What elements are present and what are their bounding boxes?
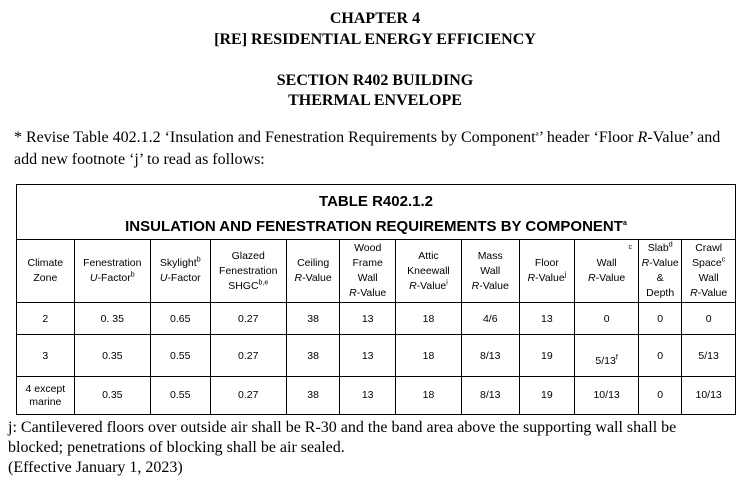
intro-text-c: -Value’ and add new footnote ‘j’ to read as follows: bbox=[14, 129, 721, 168]
cell-floor: 13 bbox=[519, 303, 575, 335]
col-basement-wall: c Wall R-Value bbox=[575, 240, 639, 303]
cell-slab: 0 bbox=[639, 335, 682, 377]
col-attic-kneewall: Attic Kneewall R-Value$^i$ bbox=[396, 240, 462, 303]
col-fenestration-u-factor: Fenestration U-Factor$^b$ bbox=[74, 240, 150, 303]
table-title: INSULATION AND FENESTRATION REQUIREMENTS BY COMPONENT$^a$ bbox=[17, 213, 736, 240]
cell-zone: 2 bbox=[17, 303, 75, 335]
col-crawl-space-wall: Crawl Space$^c$ Wall R-Value bbox=[682, 240, 736, 303]
chapter-title: [RE] RESIDENTIAL ENERGY EFFICIENCY bbox=[214, 31, 536, 48]
cell-ceiling: 38 bbox=[286, 335, 340, 377]
col-glazed-shgc: Glazed Fenestration SHGC$^{b,e}$ bbox=[210, 240, 286, 303]
cell-floor: 19 bbox=[519, 377, 575, 415]
intro-text-b: ’ header ‘Floor bbox=[538, 129, 638, 146]
cell-shgc: 0.27 bbox=[210, 335, 286, 377]
revision-instruction bbox=[14, 127, 736, 171]
cell-wood-frame: 13 bbox=[340, 335, 396, 377]
cell-shgc: 0.27 bbox=[210, 377, 286, 415]
cell-ceiling: 38 bbox=[286, 303, 340, 335]
cell-crawl-space: 5/13 bbox=[682, 335, 736, 377]
cell-mass: 8/13 bbox=[461, 377, 519, 415]
cell-skylight: 0.55 bbox=[150, 335, 210, 377]
table-row bbox=[17, 335, 736, 377]
cell-attic: 18 bbox=[396, 377, 462, 415]
cell-floor: 19 bbox=[519, 335, 575, 377]
cell-fenestration: 0.35 bbox=[74, 377, 150, 415]
intro-italic-r: R bbox=[637, 129, 648, 146]
cell-slab: 0 bbox=[639, 377, 682, 415]
cell-zone: 4 except marine bbox=[17, 377, 75, 415]
col-mass-wall: Mass Wall R-Value bbox=[461, 240, 519, 303]
table-number: TABLE R402.1.2 bbox=[17, 185, 736, 214]
cell-attic: 18 bbox=[396, 335, 462, 377]
cell-crawl-space: 10/13 bbox=[682, 377, 736, 415]
cell-shgc: 0.27 bbox=[210, 303, 286, 335]
col-wood-frame-wall: Wood Frame Wall R-Value bbox=[340, 240, 396, 303]
cell-basement-wall: 0 bbox=[575, 303, 639, 335]
footnote-block bbox=[8, 418, 744, 478]
cell-fenestration: 0.35 bbox=[74, 335, 150, 377]
col-floor-r-value: Floor R-Value$^j$ bbox=[519, 240, 575, 303]
intro-sup: a bbox=[535, 129, 539, 138]
cell-zone: 3 bbox=[17, 335, 75, 377]
footnote-j-line1: j: Cantilevered floors over outside air shall be R-30 and the band area above the supporting wall shall be bbox=[8, 419, 677, 436]
table-row bbox=[17, 377, 736, 415]
effective-date: (Effective January 1, 2023) bbox=[8, 459, 183, 476]
cell-basement-wall: 10/13 bbox=[575, 377, 639, 415]
col-ceiling-r-value: Ceiling R-Value bbox=[286, 240, 340, 303]
table-row bbox=[17, 303, 736, 335]
intro-text-a: * Revise Table 402.1.2 ‘Insulation and Fenestration Requirements by Component bbox=[14, 129, 536, 146]
col-skylight-u-factor: Skylight$^b$ U-Factor bbox=[150, 240, 210, 303]
section-heading-line1: SECTION R402 BUILDING bbox=[276, 72, 474, 89]
cell-wood-frame: 13 bbox=[340, 377, 396, 415]
col-climate-zone: Climate Zone bbox=[17, 240, 75, 303]
cell-wood-frame: 13 bbox=[340, 303, 396, 335]
cell-ceiling: 38 bbox=[286, 377, 340, 415]
cell-skylight: 0.55 bbox=[150, 377, 210, 415]
insulation-requirements-table bbox=[16, 184, 736, 415]
footnote-j-line2: blocked; penetrations of blocking shall be air sealed. bbox=[8, 439, 345, 456]
cell-slab: 0 bbox=[639, 303, 682, 335]
cell-attic: 18 bbox=[396, 303, 462, 335]
cell-mass: 4/6 bbox=[461, 303, 519, 335]
cell-basement-wall: 5/13$^f$ bbox=[575, 335, 639, 377]
cell-skylight: 0.65 bbox=[150, 303, 210, 335]
col-slab-r-value-depth: Slab$^d$ R-Value & Depth bbox=[639, 240, 682, 303]
cell-mass: 8/13 bbox=[461, 335, 519, 377]
cell-fenestration: 0. 35 bbox=[74, 303, 150, 335]
chapter-heading: CHAPTER 4 bbox=[329, 10, 421, 27]
cell-crawl-space: 0 bbox=[682, 303, 736, 335]
section-heading-line2: THERMAL ENVELOPE bbox=[288, 92, 462, 109]
